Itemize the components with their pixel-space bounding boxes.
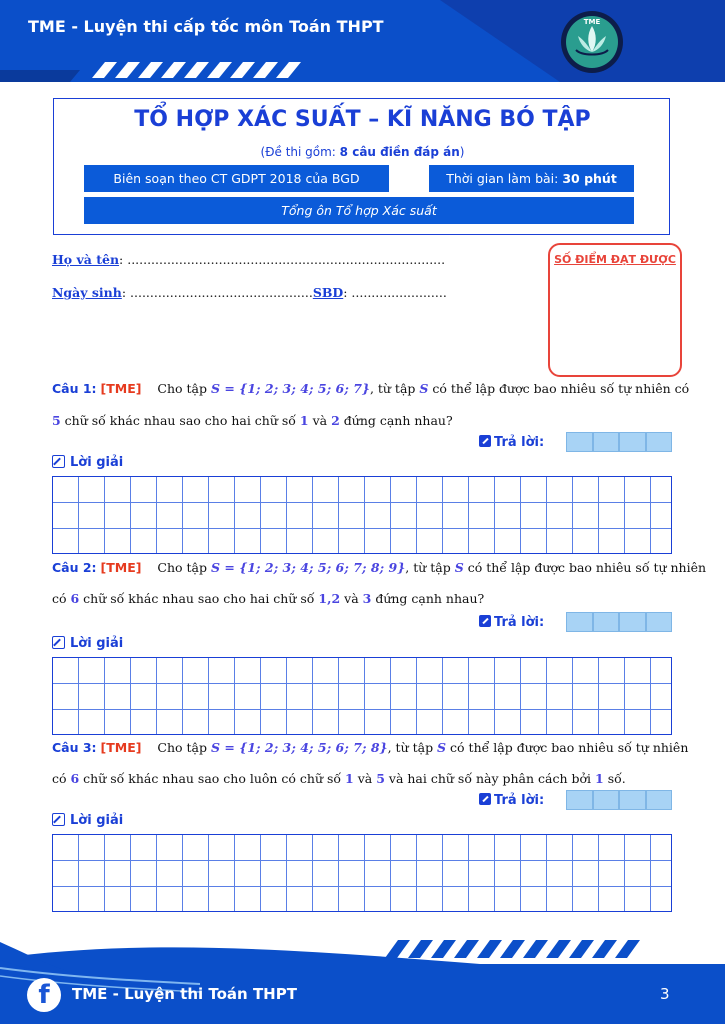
curriculum-bar: Biên soạn theo CT GDPT 2018 của BGD: [84, 165, 389, 192]
question-1-line-1: Câu 1: [TME] Cho tập S = {1; 2; 3; 4; 5; 6; 7}, từ tập S có thể lập được bao nhiêu số tự nhiên có: [52, 381, 690, 396]
score-label: SỐ ĐIỂM ĐẠT ĐƯỢC: [554, 253, 676, 266]
answer-boxes-2[interactable]: [566, 612, 672, 632]
solution-label-1: Lời giải: [52, 455, 123, 470]
score-box: [548, 243, 682, 377]
answer-boxes-1[interactable]: [566, 432, 672, 452]
topic-bar: Tổng ôn Tổ hợp Xác suất: [84, 197, 634, 224]
pencil-square-icon: [52, 455, 65, 468]
footer-title: TME - Luyện thi Toán THPT: [72, 985, 297, 1003]
solution-label-2: Lời giải: [52, 636, 123, 651]
header-title: TME - Luyện thi cấp tốc môn Toán THPT: [28, 17, 384, 36]
dob-line: Ngày sinh: ..............................................SBD: ........................: [52, 285, 447, 300]
pencil-square-icon: [52, 636, 65, 649]
edit-icon: [479, 793, 491, 805]
footer-banner: [0, 930, 725, 1024]
answer-label-1: Trả lời:: [479, 435, 544, 450]
question-2-line-2: có 6 chữ số khác nhau sao cho hai chữ số 1,2 và 3 đứng cạnh nhau?: [52, 591, 485, 606]
question-3-line-1: Câu 3: [TME] Cho tập S = {1; 2; 3; 4; 5; 6; 7; 8}, từ tập S có thể lập được bao nhiêu số tự nhiên: [52, 740, 689, 755]
question-1-line-2: 5 chữ số khác nhau sao cho hai chữ số 1 và 2 đứng cạnh nhau?: [52, 413, 453, 428]
answer-boxes-3[interactable]: [566, 790, 672, 810]
title-box: [53, 98, 670, 235]
facebook-icon[interactable]: f: [27, 978, 61, 1012]
edit-icon: [479, 435, 491, 447]
answer-label-2: Trả lời:: [479, 615, 544, 630]
question-2-line-1: Câu 2: [TME] Cho tập S = {1; 2; 3; 4; 5; 6; 7; 8; 9}, từ tập S có thể lập được bao nhiêu số tự nhiên: [52, 560, 707, 575]
page-number: 3: [660, 985, 670, 1003]
solution-grid-3[interactable]: [52, 834, 672, 912]
answer-label-3: Trả lời:: [479, 793, 544, 808]
name-line: Họ và tên: ................................................................................: [52, 252, 446, 267]
document-subtitle: (Đề thi gồm: 8 câu điền đáp án): [260, 145, 465, 159]
tme-logo: [560, 10, 624, 74]
edit-icon: [479, 615, 491, 627]
document-title: TỔ HỢP XÁC SUẤT – KĨ NĂNG BÓ TẬP: [134, 107, 591, 132]
solution-grid-2[interactable]: [52, 657, 672, 735]
solution-label-3: Lời giải: [52, 813, 123, 828]
page-footer: [0, 930, 725, 1024]
time-bar: Thời gian làm bài: 30 phút: [429, 165, 634, 192]
logo-text: TME: [583, 18, 601, 26]
solution-grid-1[interactable]: [52, 476, 672, 554]
pencil-square-icon: [52, 813, 65, 826]
question-3-line-2: có 6 chữ số khác nhau sao cho luôn có chữ số 1 và 5 và hai chữ số này phân cách bởi 1 số.: [52, 771, 626, 786]
